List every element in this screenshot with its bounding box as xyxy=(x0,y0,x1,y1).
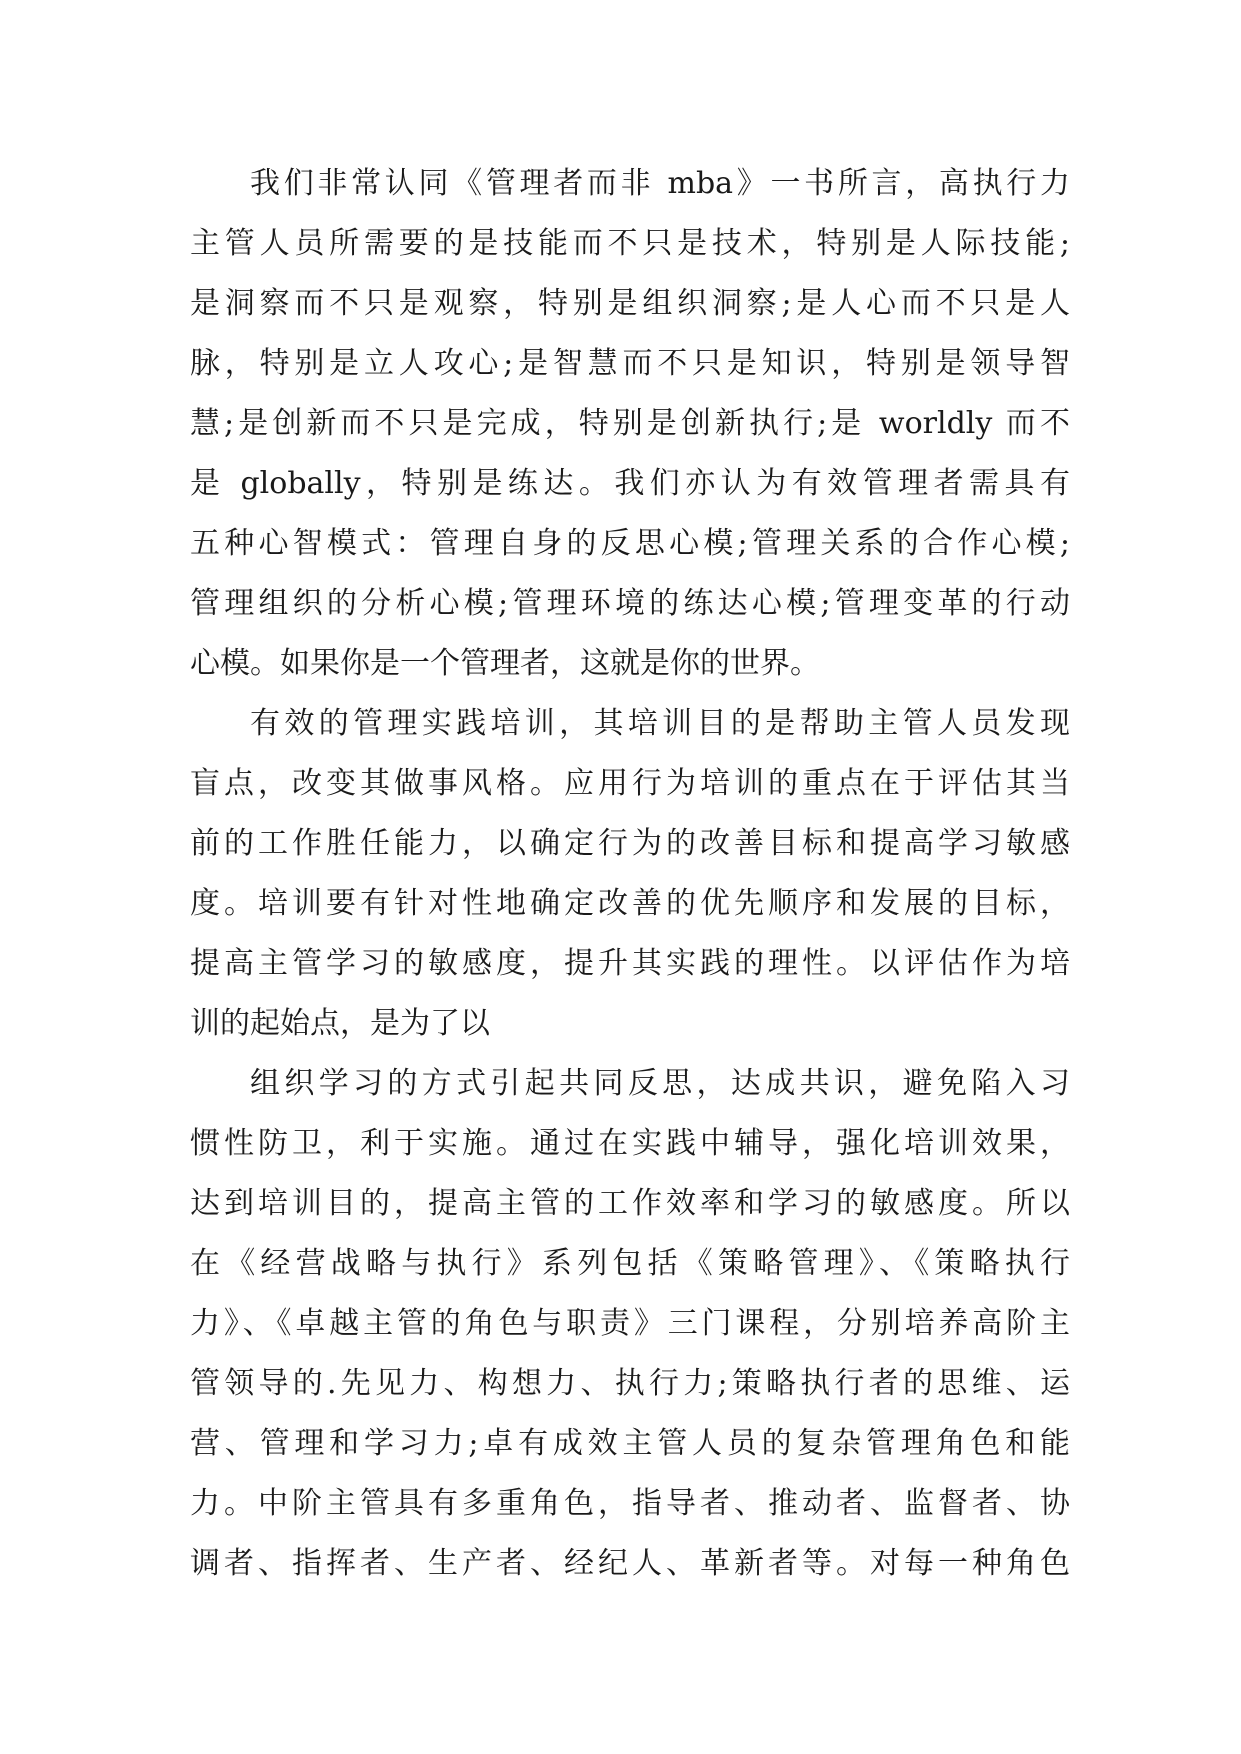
paragraph-line: 我们非常认同《管理者而非 mba》一书所言，高执行力 xyxy=(250,166,1070,201)
paragraph-line: 营、管理和学习力;卓有成效主管人员的复杂管理角色和能 xyxy=(190,1426,1070,1461)
paragraph-line: 力》、《卓越主管的角色与职责》三门课程，分别培养高阶主 xyxy=(190,1306,1070,1341)
paragraph-2 xyxy=(190,694,1070,1054)
paragraph-line: 盲点，改变其做事风格。应用行为培训的重点在于评估其当 xyxy=(190,766,1070,801)
paragraph-line: 调者、指挥者、生产者、经纪人、革新者等。对每一种角色 xyxy=(190,1546,1070,1581)
paragraph-line: 五种心智模式：管理自身的反思心模;管理关系的合作心模; xyxy=(190,526,1070,561)
paragraph-line: 惯性防卫，利于实施。通过在实践中辅导，强化培训效果， xyxy=(190,1126,1070,1161)
paragraph-line: 提高主管学习的敏感度，提升其实践的理性。以评估作为培 xyxy=(190,946,1070,981)
document-body xyxy=(190,154,1070,1594)
paragraph-line: 主管人员所需要的是技能而不只是技术，特别是人际技能; xyxy=(190,226,1070,261)
paragraph-3 xyxy=(190,1054,1070,1594)
paragraph-line: 组织学习的方式引起共同反思，达成共识，避免陷入习 xyxy=(250,1066,1070,1101)
paragraph-line: 心模。如果你是一个管理者，这就是你的世界。 xyxy=(190,646,820,681)
paragraph-line: 有效的管理实践培训，其培训目的是帮助主管人员发现 xyxy=(250,706,1070,741)
paragraph-line: 在《经营战略与执行》系列包括《策略管理》、《策略执行 xyxy=(190,1246,1070,1281)
paragraph-line: 管理组织的分析心模;管理环境的练达心模;管理变革的行动 xyxy=(190,586,1070,621)
paragraph-line: 力。中阶主管具有多重角色，指导者、推动者、监督者、协 xyxy=(190,1486,1070,1521)
paragraph-line: 脉，特别是立人攻心;是智慧而不只是知识，特别是领导智 xyxy=(190,346,1070,381)
paragraph-line: 是 globally，特别是练达。我们亦认为有效管理者需具有 xyxy=(190,466,1070,501)
paragraph-line: 慧;是创新而不只是完成，特别是创新执行;是 worldly 而不 xyxy=(190,406,1070,441)
paragraph-line: 前的工作胜任能力，以确定行为的改善目标和提高学习敏感 xyxy=(190,826,1070,861)
paragraph-line: 达到培训目的，提高主管的工作效率和学习的敏感度。所以 xyxy=(190,1186,1070,1221)
paragraph-line: 训的起始点，是为了以 xyxy=(190,1006,490,1041)
paragraph-line: 管领导的.先见力、构想力、执行力;策略执行者的思维、运 xyxy=(190,1366,1070,1401)
paragraph-line: 是洞察而不只是观察，特别是组织洞察;是人心而不只是人 xyxy=(190,286,1070,321)
paragraph-1 xyxy=(190,154,1070,694)
paragraph-line: 度。培训要有针对性地确定改善的优先顺序和发展的目标， xyxy=(190,886,1070,921)
